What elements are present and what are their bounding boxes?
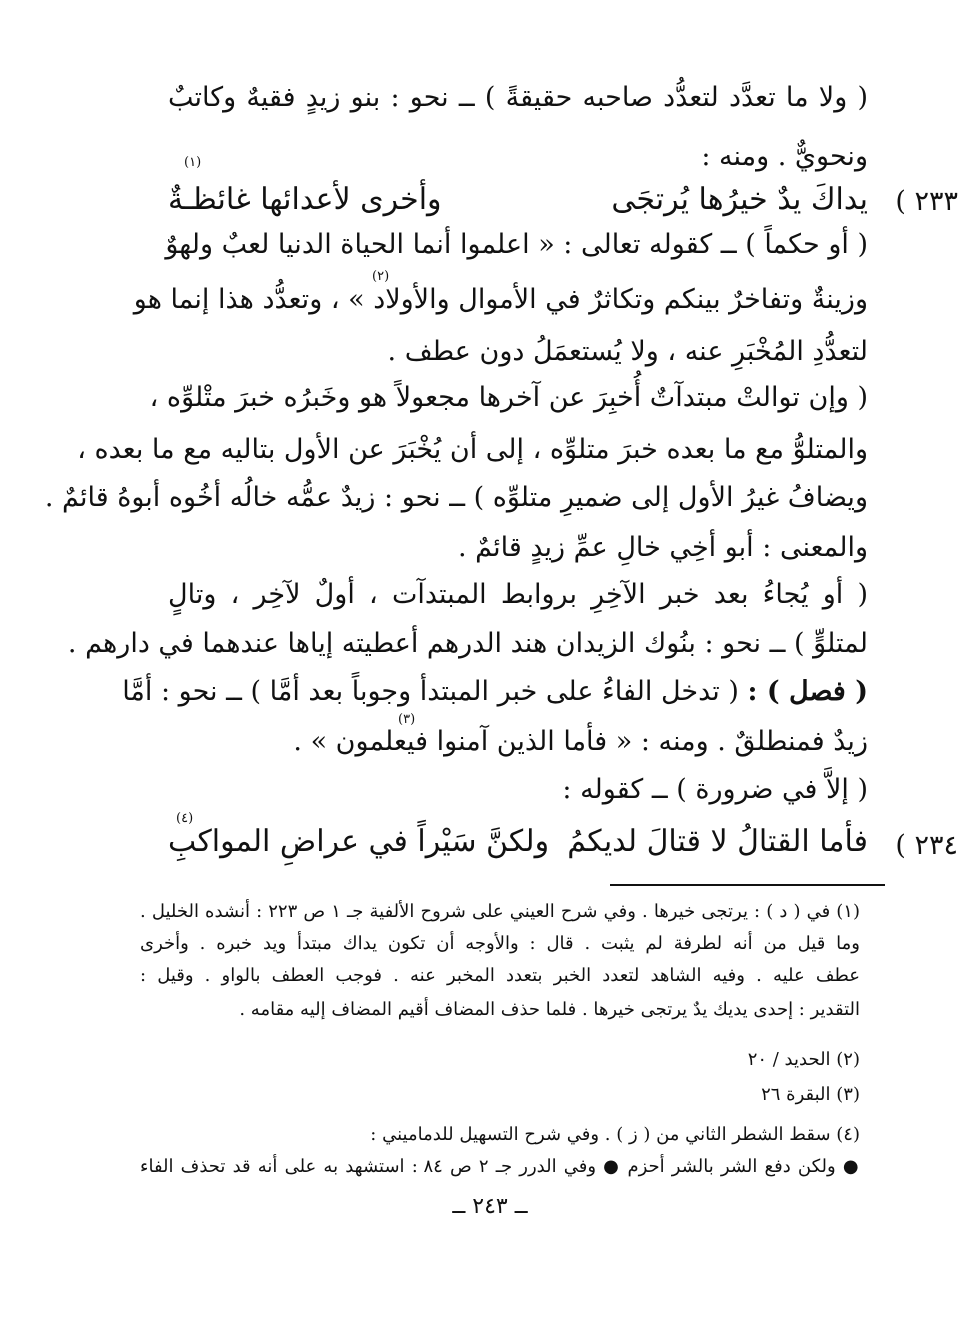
text-line-3: ( أو حكماً ) ــ كقوله تعالى : « اعلموا أنما الحياة الدنيا لعبٌ ولهوٌ [165, 229, 868, 260]
text-line-10: ( أو يُجاءُ بعد خبر الآخِرِ بروابط المبتدآت ، أولٌ لآخِر ، وتالٍ [168, 579, 868, 610]
fasl-text: ( تدخل الفاءُ على خبر المبتدأ وجوباً بعد أمَّا ) ــ نحو : أمَّا [122, 676, 739, 707]
text-line-14: ( إلاَّ في ضرورة ) ــ كقوله : [562, 774, 868, 805]
text-line-5: لتعدُّدِ المُخْبَرِ عنه ، ولا يُستعمَلُ دون عطف . [387, 336, 868, 367]
footnote-1-line-4: التقدير : إحدى يديك يدٌ يرتجى خيرها . فلما حذف المضاف أقيم المضاف إليه مقامه . [239, 999, 860, 1020]
footnote-ref-1: (١) [184, 155, 202, 170]
text-line-6: ( وإن توالتْ مبتدآتٌ أُخبِرَ عن آخرها مجعولاً هو وخَبرُه خبرَ متْلوِّه ، [149, 382, 868, 413]
verse-234 [168, 818, 868, 866]
verse-234-first-hemistich: فأما القتالُ لا قتالَ لديكمُ [567, 824, 868, 859]
text-line-4-main: وزينةٌ وتفاخرٌ بينكم وتكاثرٌ في الأموال والأولاد » [348, 284, 868, 315]
footnote-ref-2: (٢) [372, 269, 390, 284]
verse-233 [168, 176, 868, 224]
text-line-12 [122, 672, 868, 712]
text-line-8: ويضافُ غيرُ الأول إلى ضميرِ متلوِّه ) ــ نحو : زيدٌ عمُّه خالُه أخُوه أبوهُ قائمٌ . [44, 482, 868, 513]
verse-233-first-hemistich: يداكَ يدٌ خيرُها يُرتجَى [611, 182, 868, 217]
verse-number-233: ٢٣٣ ) [895, 186, 958, 217]
verse-233-second-hemistich: وأخرى لأعدائها غائظـةٌ [168, 182, 442, 217]
text-line-13: زيدٌ فمنطلقٌ . ومنه : « فأما الذين آمنوا فيعلمون » . [293, 726, 868, 757]
footnote-4-line-2: ● ولكن دفع الشر بالشر أحزم ● وفي الدرر جـ ٢ ص ٨٤ : استشهد به على أنه قد تحذف الفاء [140, 1156, 860, 1177]
text-line-1: ( ولا ما تعدَّد لتعدُّد صاحبه حقيقةً ) ــ نحو : بنو زيدٍ فقيهٌ وكاتبٌ [168, 82, 868, 113]
footnote-1-line-1: (١) في ( د ) : يرتجى خيرها . وفي شرح العيني على شروح الألفية جـ ١ ص ٢٢٣ : أنشده الخليل . [140, 901, 860, 922]
text-line-2: ونحويٌّ . ومنه : [701, 141, 868, 172]
footnote-ref-4: (٤) [176, 811, 194, 826]
footnote-ref-3: (٣) [398, 712, 416, 727]
footnote-separator [610, 884, 885, 886]
text-line-4 [133, 280, 868, 320]
fasl-heading: ( فصل ) : [747, 676, 868, 707]
verse-234-second-hemistich: ولكنَّ سَيْراً في عراضِ المواكبِ [168, 824, 550, 859]
verse-number-234: ٢٣٤ ) [895, 830, 958, 861]
text-line-7: والمتلوُّ مع ما بعده خبرَ متلوِّه ، إلى أن يُخْبَرَ عن الأول بتاليه مع ما بعده ، [77, 434, 868, 465]
footnote-1-line-3: عطف عليه . وفيه الشاهد لتعدد الخبر بتعدد المخبر عنه . فوجب العطف بالواو . وقيل : [140, 965, 860, 986]
footnote-3: (٣) البقرة ٢٦ [761, 1084, 860, 1105]
text-line-9: والمعنى : أبو أخِي خالِ عمِّ زيدٍ قائمٌ . [457, 532, 868, 563]
footnote-1-line-2: وما قيل من أنه لطرفة لم يثبت . قال : والأوجه أن تكون يداك مبتدأ ويد خبره . وأخرى [140, 933, 860, 954]
footnote-4-line-1: (٤) سقط الشطر الثاني من ( ز ) . وفي شرح التسهيل للدماميني : [370, 1124, 860, 1145]
text-line-11: لمتلوٍّ ) ــ نحو : بنُوك الزيدان هند الدرهم أعطيته إياها عندهما في دارهم . [67, 628, 868, 659]
text-line-4-suffix: ، وتعدُّد هذا إنما هو [133, 284, 349, 315]
page-number: ــ ٢٤٣ ــ [452, 1194, 528, 1219]
footnote-2: (٢) الحديد / ٢٠ [747, 1049, 860, 1070]
